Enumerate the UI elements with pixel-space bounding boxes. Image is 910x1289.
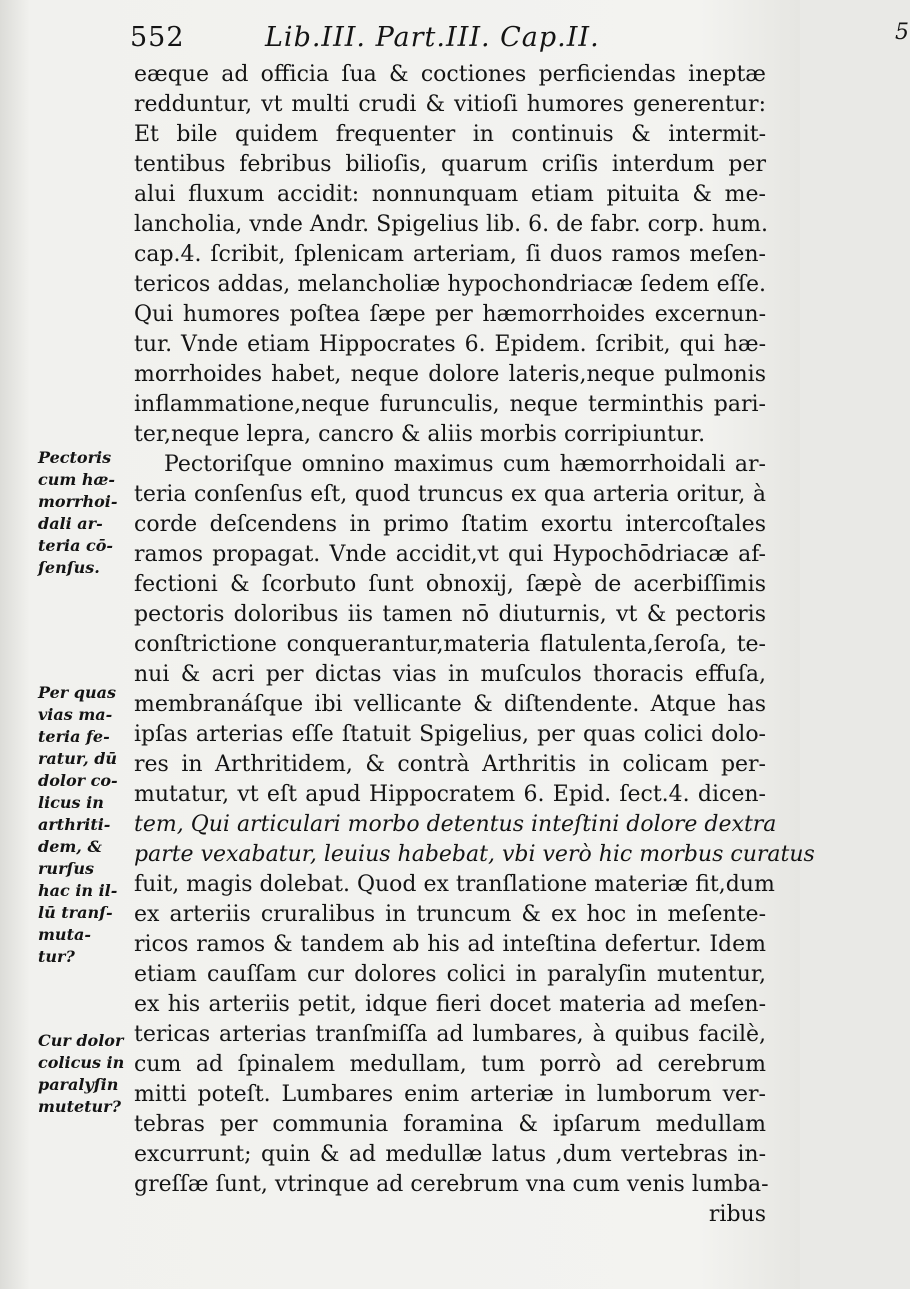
text-line: ricos ramos & tandem ab his ad inteſtina defertur. Idem [134,932,766,957]
margin-line: muta- [38,925,91,944]
margin-line: Cur dolor [38,1031,124,1050]
catchword: ribus [708,1202,766,1227]
margin-line: dolor co- [38,771,118,790]
text-line: ex his arteriis petit, idque fieri docet materia ad meſen- [134,992,766,1017]
margin-note-cur-dolor [38,1030,134,1118]
page-header [130,18,910,58]
text-line: nui & acri per dictas vias in muſculos thoracis effuſa, [134,662,766,687]
text-line: etiam cauſſam cur dolores colici in paralyſin mutentur, [134,962,766,987]
text-line: eæque ad officia ſua & coctiones perficiendas ineptæ [134,62,766,87]
margin-line: teria cō- [38,536,114,555]
margin-line: licus in [38,793,104,812]
corner-mark: 5 [895,20,910,45]
running-title: Lib.III. Part.III. Cap.II. [265,22,600,53]
text-line: conſtrictione conquerantur,materia flatulenta,ſeroſa, te- [134,632,766,657]
text-line: morrhoides habet, neque dolore lateris,neque pulmonis [134,362,766,387]
text-line: Qui humores poſtea ſæpe per hæmorrhoides excernun- [134,302,766,327]
page-number: 552 [130,22,185,53]
margin-line: dali ar- [38,514,103,533]
text-line: tur. Vnde etiam Hippocrates 6. Epidem. ſcribit, qui hæ- [134,332,766,357]
margin-line: ſenſus. [38,558,100,577]
text-line: fuit, magis dolebat. Quod ex tranſlatione materiæ fit,dum [134,872,775,897]
text-line: ramos propagat. Vnde accidit,vt qui Hypochōdriacæ af- [134,542,766,567]
margin-line: colicus in [38,1053,125,1072]
margin-line: cum hæ- [38,470,116,489]
margin-note-per-quas-vias [38,682,134,968]
margin-line: Per quas [38,683,116,702]
text-line: lancholia, vnde Andr. Spigelius lib. 6. de fabr. corp. hum. [134,212,768,237]
text-line: mutatur, vt eſt apud Hippocratem 6. Epid. ſect.4. dicen- [134,782,766,807]
text-line: ipſas arterias eſſe ſtatuit Spigelius, per quas colici dolo- [134,722,766,747]
text-line: greſſæ ſunt, vtrinque ad cerebrum vna cum venis lumba- [134,1172,769,1197]
text-line: fectioni & ſcorbuto ſunt obnoxij, ſæpè de acerbiſſimis [134,572,766,597]
margin-line: hac in il- [38,881,118,900]
quotation-line: tem, Qui articulari morbo detentus inteſtini dolore dextra [134,812,777,837]
paragraph-first-line: Pectoriſque omnino maximus cum hæmorrhoidali ar- [164,452,766,477]
margin-line: tur? [38,947,75,966]
text-line: redduntur, vt multi crudi & vitioſi humores generentur: [134,92,766,117]
text-line: corde deſcendens in primo ſtatim exortu intercoſtales [134,512,766,537]
margin-line: paralyſin [38,1075,119,1094]
margin-line: dem, & [38,837,102,856]
text-line: ter,neque lepra, cancro & aliis morbis corripiuntur. [134,422,706,447]
margin-line: teria fe- [38,727,110,746]
text-line: tebras per communia foramina & ipſarum medullam [134,1112,766,1137]
margin-line: arthriti- [38,815,111,834]
margin-note-pectoris [38,447,134,579]
text-line: Et bile quidem frequenter in continuis & intermit- [134,122,766,147]
margin-line: rurſus [38,859,95,878]
text-line: ex arteriis cruralibus in truncum & ex hoc in meſente- [134,902,766,927]
text-line: res in Arthritidem, & contrà Arthritis in colicam per- [134,752,766,777]
text-line: pectoris doloribus iis tamen nō diuturnis, vt & pectoris [134,602,766,627]
text-line: membranáſque ibi vellicante & diſtendente. Atque has [134,692,766,717]
margin-line: mutetur? [38,1097,121,1116]
text-line: cap.4. ſcribit, ſplenicam arteriam, ſi duos ramos meſen- [134,242,766,267]
margin-line: vias ma- [38,705,113,724]
text-line: tericos addas, melancholiæ hypochondriacæ ſedem eſſe. [134,272,766,297]
text-line: teria conſenſus eſt, quod truncus ex qua arteria oritur, à [134,482,766,507]
text-line: excurrunt; quin & ad medullæ latus ,dum vertebras in- [134,1142,766,1167]
body-text [134,60,815,1230]
quotation-line: parte vexabatur, leuius habebat, vbi verò hic morbus curatus [134,842,815,867]
margin-line: Pectoris [38,448,112,467]
text-line: inflammatione,neque furunculis, neque terminthis pari- [134,392,766,417]
margin-line: morrhoi- [38,492,118,511]
text-line: tericas arterias tranſmiſſa ad lumbares, à quibus facilè, [134,1022,766,1047]
text-line: tentibus febribus bilioſis, quarum criſis interdum per [134,152,766,177]
text-line: mitti poteſt. Lumbares enim arteriæ in lumborum ver- [134,1082,766,1107]
text-line: cum ad ſpinalem medullam, tum porrò ad cerebrum [134,1052,766,1077]
text-line: alui fluxum accidit: nonnunquam etiam pituita & me- [134,182,766,207]
margin-line: lū tranſ- [38,903,113,922]
margin-line: ratur, dū [38,749,118,768]
